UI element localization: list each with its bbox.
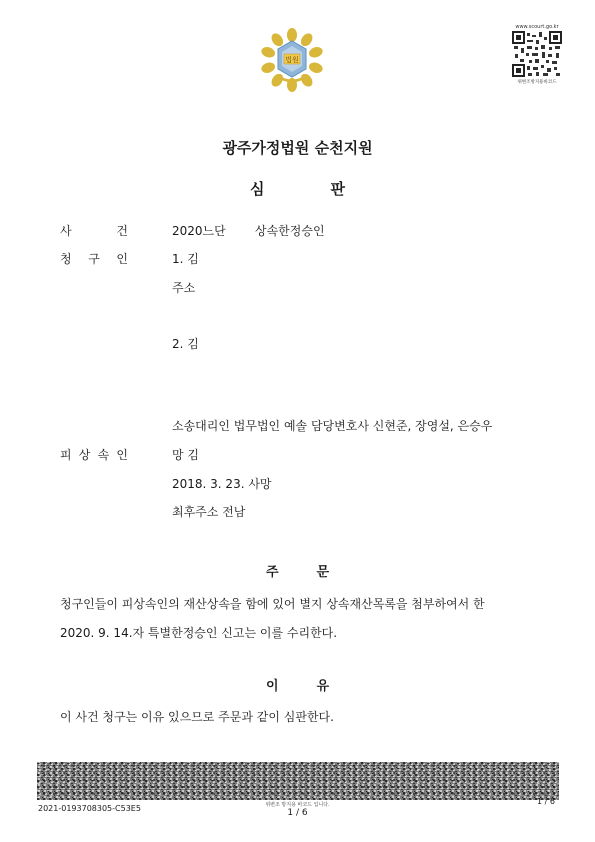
decedent-last-address: 최후주소 전남 — [172, 505, 246, 519]
page-number-right: 1 / 6 — [537, 797, 555, 806]
decedent-label-char-1: 피 — [60, 448, 72, 462]
court-emblem-logo — [259, 27, 325, 93]
page-number: 1 / 6 — [287, 808, 308, 818]
decedent-label-char-3: 속 — [97, 448, 110, 462]
claimant-2-name: 2. 김 — [172, 337, 199, 351]
claimant-label-char-2: 구 — [88, 252, 100, 266]
reason-heading-char-1: 이 — [265, 679, 279, 694]
decedent-label-char-4: 인 — [116, 448, 128, 462]
emblem-text: 법원 — [285, 56, 299, 64]
claimant-label-char-1: 청 — [60, 252, 72, 266]
anti-forgery-barcode — [37, 762, 559, 800]
court-name: 광주가정법원 순천지원 — [222, 139, 373, 157]
document-title-char-1: 심 — [250, 180, 265, 198]
reason-heading — [0, 675, 595, 694]
claimant-1-name: 1. 김 — [172, 252, 199, 266]
decedent-name: 망 김 — [172, 448, 199, 462]
document-title — [0, 178, 595, 199]
verification-qr-code[interactable] — [512, 31, 562, 77]
verification-url: www.scourt.go.kr — [515, 24, 559, 30]
claimant-label — [60, 250, 128, 267]
decedent-label — [60, 446, 128, 463]
case-label-char-2: 건 — [116, 224, 128, 238]
order-text-line-1: 청구인들이 피상속인의 재산상속을 함에 있어 별지 상속재산목록을 첨부하여서 한 — [60, 597, 485, 611]
case-label-char-1: 사 — [60, 224, 72, 238]
claimant-1-address: 주소 — [172, 281, 196, 295]
order-heading-char-2: 문 — [316, 565, 330, 580]
case-type: 상속한정승인 — [255, 224, 325, 238]
order-heading — [0, 561, 595, 580]
document-title-char-2: 판 — [330, 180, 345, 198]
case-number: 2020느단 — [172, 224, 226, 238]
order-heading-char-1: 주 — [265, 565, 279, 580]
qr-caption: 위변조방지용바코드 — [517, 80, 557, 85]
reason-heading-char-2: 유 — [316, 679, 330, 694]
reason-text: 이 사건 청구는 이유 있으므로 주문과 같이 심판한다. — [60, 710, 334, 724]
decedent-death-date: 2018. 3. 23. 사망 — [172, 477, 272, 491]
document-id: 2021-0193708305-C53E5 — [38, 804, 141, 813]
decedent-label-char-2: 상 — [78, 448, 91, 462]
barcode-note: 위변조 방지용 바코드 입니다. — [265, 802, 330, 808]
order-text-line-2: 2020. 9. 14.자 특별한정승인 신고는 이를 수리한다. — [60, 626, 338, 640]
case-label — [60, 222, 128, 239]
legal-agent: 소송대리인 법무법인 예솔 담당변호사 신현준, 장영설, 은승우 — [172, 419, 493, 433]
claimant-label-char-3: 인 — [116, 252, 128, 266]
